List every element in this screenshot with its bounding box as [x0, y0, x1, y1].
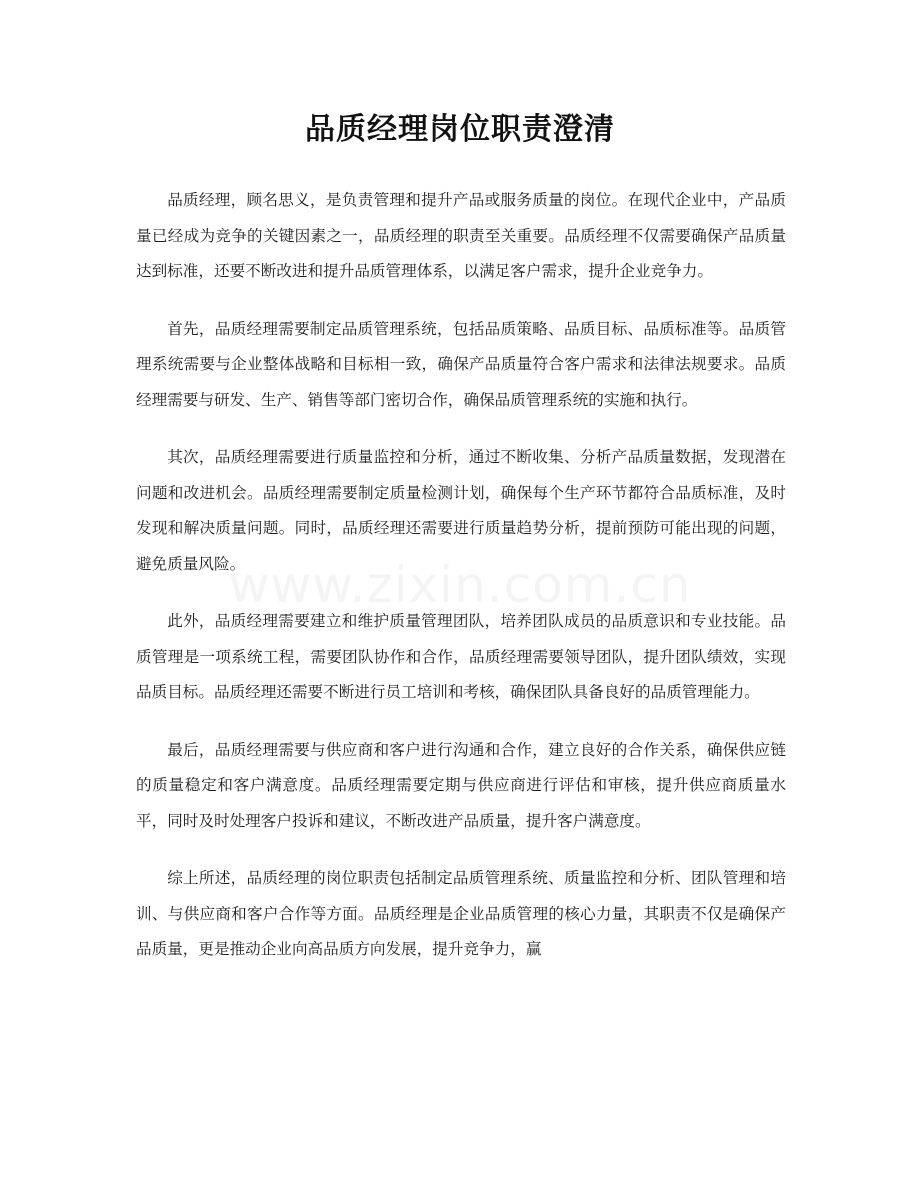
paragraph-intro: 品质经理，顾名思义，是负责管理和提升产品或服务质量的岗位。在现代企业中，产品质量已经成为竞争的关键因素之一，品质经理的职责至关重要。品质经理不仅需要确保产品质量达到标准，还要不断改进和提升品质管理体系，以满足客户需求，提升企业竞争力。 — [136, 191, 786, 280]
paragraph-summary: 综上所述，品质经理的岗位职责包括制定品质管理系统、质量监控和分析、团队管理和培训、与供应商和客户合作等方面。品质经理是企业品质管理的核心力量，其职责不仅是确保产品质量，更是推动企业向高品质方向发展，提升竞争力，赢 — [136, 869, 786, 958]
page-title: 品质经理岗位职责澄清 — [305, 112, 615, 147]
document-body — [136, 183, 786, 990]
paragraph-first: 首先，品质经理需要制定品质管理系统，包括品质策略、品质目标、品质标准等。品质管理系统需要与企业整体战略和目标相一致，确保产品质量符合客户需求和法律法规要求。品质经理需要与研发、生产、销售等部门密切合作，确保品质管理系统的实施和执行。 — [136, 319, 786, 409]
paragraph-finally: 最后，品质经理需要与供应商和客户进行沟通和合作，建立良好的合作关系，确保供应链的质量稳定和客户满意度。品质经理需要定期与供应商进行评估和审核，提升供应商质量水平，同时及时处理客户投诉和建议，不断改进产品质量，提升客户满意度。 — [136, 740, 786, 830]
paragraph-second: 其次，品质经理需要进行质量监控和分析，通过不断收集、分析产品质量数据，发现潜在问题和改进机会。品质经理需要制定质量检测计划，确保每个生产环节都符合品质标准，及时发现和解决质量问题。同时，品质经理还需要进行质量趋势分析，提前预防可能出现的问题，避免质量风险。 — [136, 448, 786, 573]
watermark: www.zixin.com.cn — [228, 556, 692, 614]
paragraph-additionally: 此外，品质经理需要建立和维护质量管理团队，培养团队成员的品质意识和专业技能。品质管理是一项系统工程，需要团队协作和合作，品质经理需要领导团队，提升团队绩效，实现品质目标。品质经理还需要不断进行员工培训和考核，确保团队具备良好的品质管理能力。 — [136, 612, 786, 701]
